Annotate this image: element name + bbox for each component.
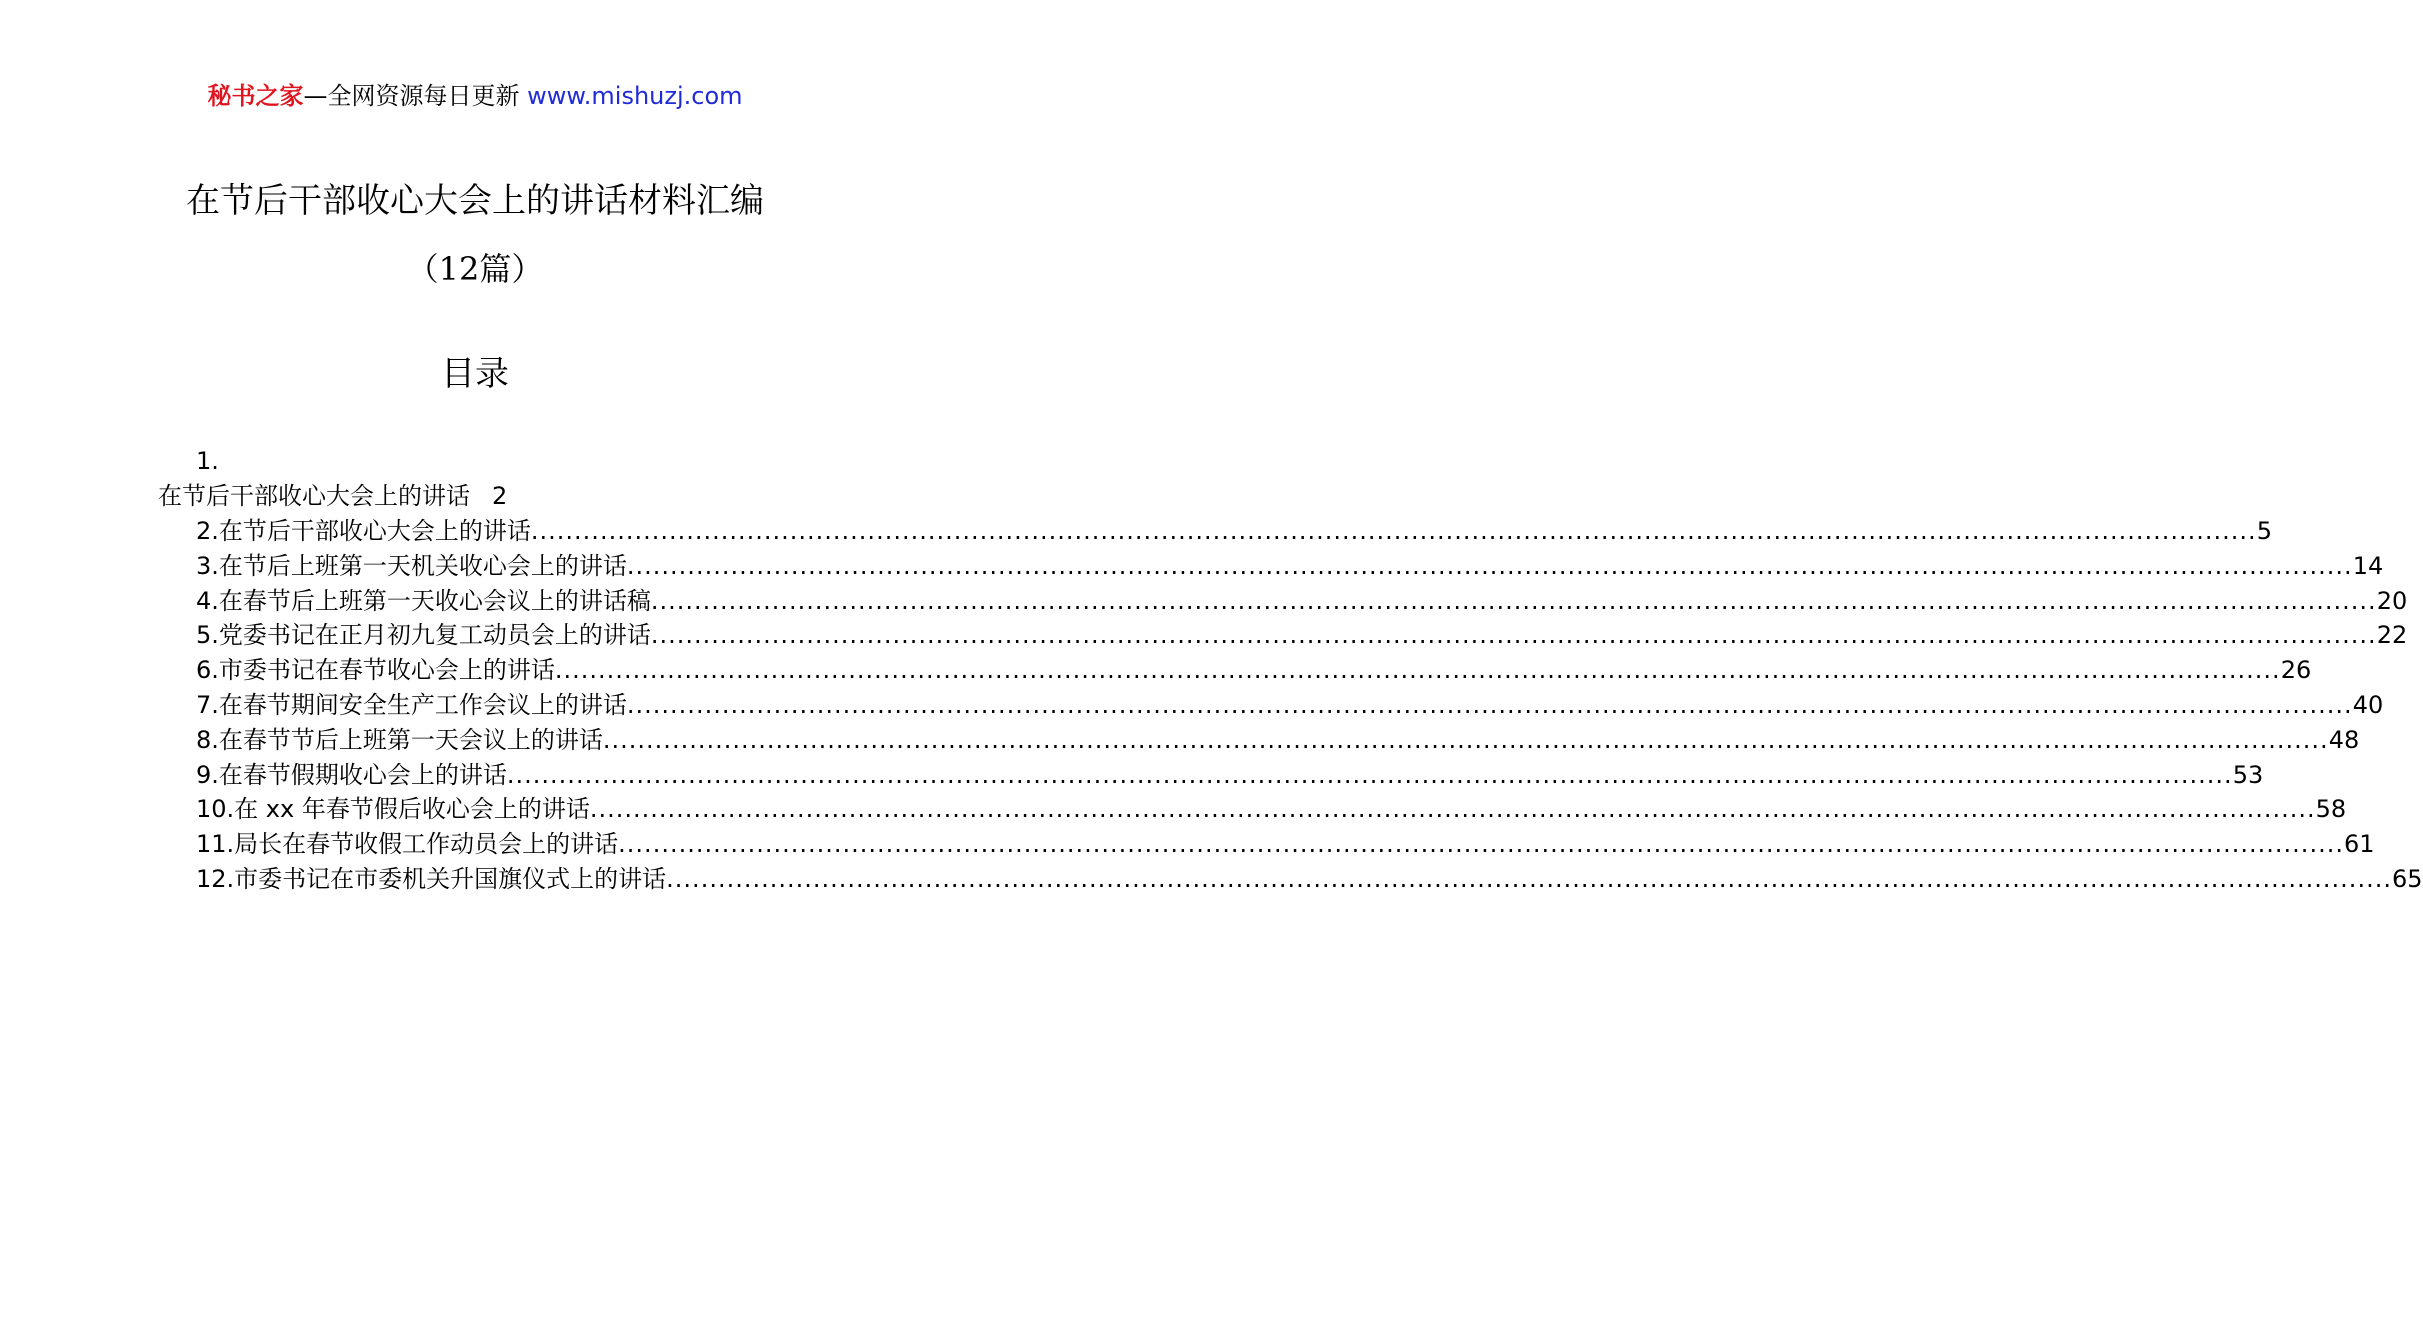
toc-list (158, 514, 2423, 897)
toc-entry-page: 22 (2376, 621, 2408, 650)
toc-entry-title: 5.党委书记在正月初九复工动员会上的讲话 (196, 621, 651, 650)
header-slogan: —全网资源每日更新 (303, 82, 528, 110)
toc-entry-page: 26 (2280, 656, 2312, 685)
subtitle-unit: 篇 (479, 250, 512, 288)
toc-entry-title: 10.在 xx 年春节假后收心会上的讲话 (196, 795, 590, 824)
toc-dot-leader: ........................................................................................................................................................................................................ (626, 551, 2353, 580)
subtitle-close-paren: ） (511, 250, 544, 288)
toc-entry-title: 7.在春节期间安全生产工作会议上的讲话 (196, 690, 627, 719)
toc-entry-1[interactable] (158, 479, 808, 514)
toc-entry-title: 3.在节后上班第一天机关收心会上的讲话 (196, 551, 627, 580)
toc-entry-page: 40 (2352, 690, 2384, 719)
toc-entry-page: 14 (2352, 551, 2384, 580)
toc-entry[interactable] (158, 723, 2360, 758)
toc-dot-leader: ........................................................................................................................................................................................................ (530, 517, 2257, 545)
toc-entry[interactable] (158, 618, 2408, 653)
toc-entry[interactable] (158, 792, 2347, 827)
toc-entry[interactable] (158, 862, 2423, 897)
toc-entry-1-page: 2 (492, 482, 508, 510)
table-of-contents (158, 444, 2423, 897)
toc-entry[interactable] (158, 549, 2384, 584)
toc-entry-page: 53 (2232, 760, 2264, 789)
toc-entry-page: 20 (2376, 586, 2408, 615)
toc-dot-leader: ........................................................................................................................................................................................................ (554, 656, 2281, 685)
brand-name: 秘书之家 (207, 82, 304, 110)
toc-entry-page: 65 (2391, 864, 2423, 893)
toc-entry-title: 4.在春节后上班第一天收心会议上的讲话稿 (196, 586, 651, 615)
toc-entry-page: 5 (2256, 517, 2272, 545)
toc-entry-title: 12.市委书记在市委机关升国旗仪式上的讲话 (196, 864, 667, 893)
toc-entry-title: 11.局长在春节收假工作动员会上的讲话 (196, 830, 619, 859)
toc-entry-title: 6.市委书记在春节收心会上的讲话 (196, 656, 555, 685)
document-subtitle (0, 246, 950, 292)
toc-dot-leader: ........................................................................................................................................................................................................ (626, 690, 2353, 719)
toc-entry-page: 58 (2315, 795, 2347, 824)
toc-entry[interactable] (158, 514, 2272, 549)
toc-entry-1-title: 在节后干部收心大会上的讲话 (158, 482, 470, 510)
toc-dot-leader: ........................................................................................................................................................................................................ (650, 586, 2377, 615)
toc-entry[interactable] (158, 758, 2264, 793)
toc-entry-title: 2.在节后干部收心大会上的讲话 (196, 517, 531, 545)
subtitle-open-paren: （ (406, 250, 439, 288)
toc-entry-page: 61 (2343, 830, 2375, 859)
toc-entry[interactable] (158, 584, 2408, 619)
toc-entry[interactable] (158, 827, 2375, 862)
toc-entry-title: 8.在春节节后上班第一天会议上的讲话 (196, 725, 603, 754)
toc-dot-leader: ........................................................................................................................................................................................................ (618, 830, 2344, 859)
toc-heading: 目录 (441, 354, 509, 394)
toc-dot-leader: ........................................................................................................................................................................................................ (589, 795, 2316, 824)
toc-entry-title: 9.在春节假期收心会上的讲话 (196, 760, 507, 789)
toc-dot-leader: ........................................................................................................................................................................................................ (602, 725, 2329, 754)
toc-entry[interactable] (158, 653, 2312, 688)
toc-dot-leader: ........................................................................................................................................................................................................ (506, 760, 2233, 789)
site-url-link[interactable]: www.mishuzj.com (527, 82, 743, 110)
toc-dot-leader: ........................................................................................................................................................................................................ (650, 621, 2377, 650)
toc-entry[interactable] (158, 688, 2384, 723)
subtitle-count: 12 (438, 250, 480, 288)
toc-entry-page: 48 (2328, 725, 2360, 754)
site-header (0, 80, 950, 112)
toc-entry-1-number[interactable]: 1. (196, 447, 219, 475)
document-title: 在节后干部收心大会上的讲话材料汇编 (186, 181, 764, 221)
toc-dot-leader: ........................................................................................................................................................................................................ (666, 864, 2392, 893)
